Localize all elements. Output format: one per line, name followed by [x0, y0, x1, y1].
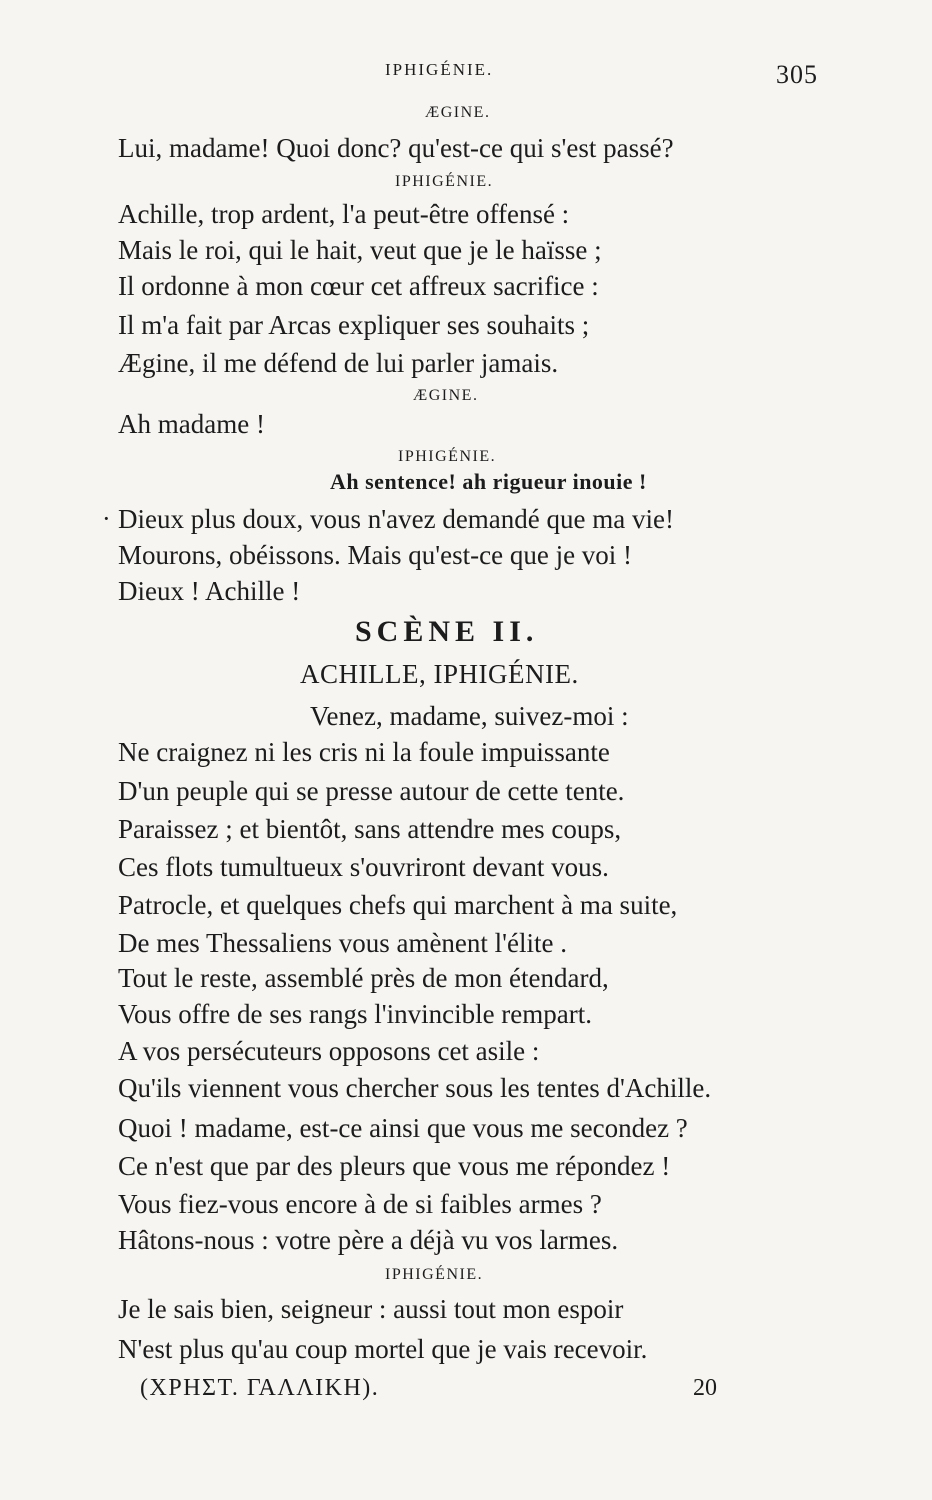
verse-line: Achille, trop ardent, l'a peut-être offensé :	[118, 199, 570, 229]
verse-line: Quoi ! madame, est-ce ainsi que vous me secondez ?	[118, 1113, 688, 1143]
verse-line: Vous offre de ses rangs l'invincible rempart.	[118, 999, 593, 1029]
margin-mark: ·	[102, 504, 111, 533]
verse-line: Dieux plus doux, vous n'avez demandé que ma vie!	[118, 504, 674, 534]
verse-line: Tout le reste, assemblé près de mon étendard,	[118, 963, 609, 993]
verse-line: Ce n'est que par des pleurs que vous me répondez !	[118, 1151, 671, 1181]
verse-line: N'est plus qu'au coup mortel que je vais recevoir.	[118, 1334, 648, 1364]
verse-line: D'un peuple qui se presse autour de cette tente.	[118, 776, 625, 806]
verse-line: Il m'a fait par Arcas expliquer ses souhaits ;	[118, 310, 590, 340]
speaker-label: IPHIGÉNIE.	[385, 1266, 484, 1283]
signature-mark: (ΧΡΗΣΤ. ΓΑΛΛΙΚΗ).	[140, 1375, 380, 1401]
scene-characters: ACHILLE, IPHIGÉNIE.	[300, 659, 579, 689]
verse-line: De mes Thessaliens vous amènent l'élite .	[118, 928, 568, 958]
speaker-label: ÆGINE.	[413, 387, 479, 404]
page-number: 305	[776, 60, 818, 89]
verse-line: Venez, madame, suivez-moi :	[310, 701, 629, 731]
speaker-label: IPHIGÉNIE.	[395, 173, 494, 190]
verse-line: Qu'ils viennent vous chercher sous les tentes d'Achille.	[118, 1073, 712, 1103]
verse-line: Patrocle, et quelques chefs qui marchent à ma suite,	[118, 890, 678, 920]
verse-line: A vos persécuteurs opposons cet asile :	[118, 1036, 540, 1066]
verse-line: Je le sais bien, seigneur : aussi tout mon espoir	[118, 1294, 624, 1324]
verse-line: Ah madame !	[118, 409, 265, 439]
scene-title: SCÈNE II.	[355, 615, 539, 648]
running-title: IPHIGÉNIE.	[385, 60, 494, 79]
verse-line: Hâtons-nous : votre père a déjà vu vos larmes.	[118, 1225, 619, 1255]
verse-line: Mais le roi, qui le hait, veut que je le haïsse ;	[118, 235, 602, 265]
speaker-label: IPHIGÉNIE.	[398, 448, 497, 465]
verse-line: Il ordonne à mon cœur cet affreux sacrifice :	[118, 271, 599, 301]
sheet-number: 20	[693, 1375, 717, 1401]
verse-line: Mourons, obéissons. Mais qu'est-ce que je voi !	[118, 540, 633, 570]
verse-line: Dieux ! Achille !	[118, 576, 301, 606]
verse-line: Vous fiez-vous encore à de si faibles armes ?	[118, 1189, 602, 1219]
verse-line: Lui, madame! Quoi donc? qu'est-ce qui s'est passé?	[118, 133, 674, 163]
emphasized-half-line: Ah sentence! ah rigueur inouie !	[330, 469, 647, 494]
verse-line: Ces flots tumultueux s'ouvriront devant vous.	[118, 852, 609, 882]
verse-line: Ægine, il me défend de lui parler jamais.	[118, 348, 559, 378]
verse-line: Ne craignez ni les cris ni la foule impuissante	[118, 737, 610, 767]
speaker-label: ÆGINE.	[425, 104, 491, 121]
verse-line: Paraissez ; et bientôt, sans attendre mes coups,	[118, 814, 622, 844]
